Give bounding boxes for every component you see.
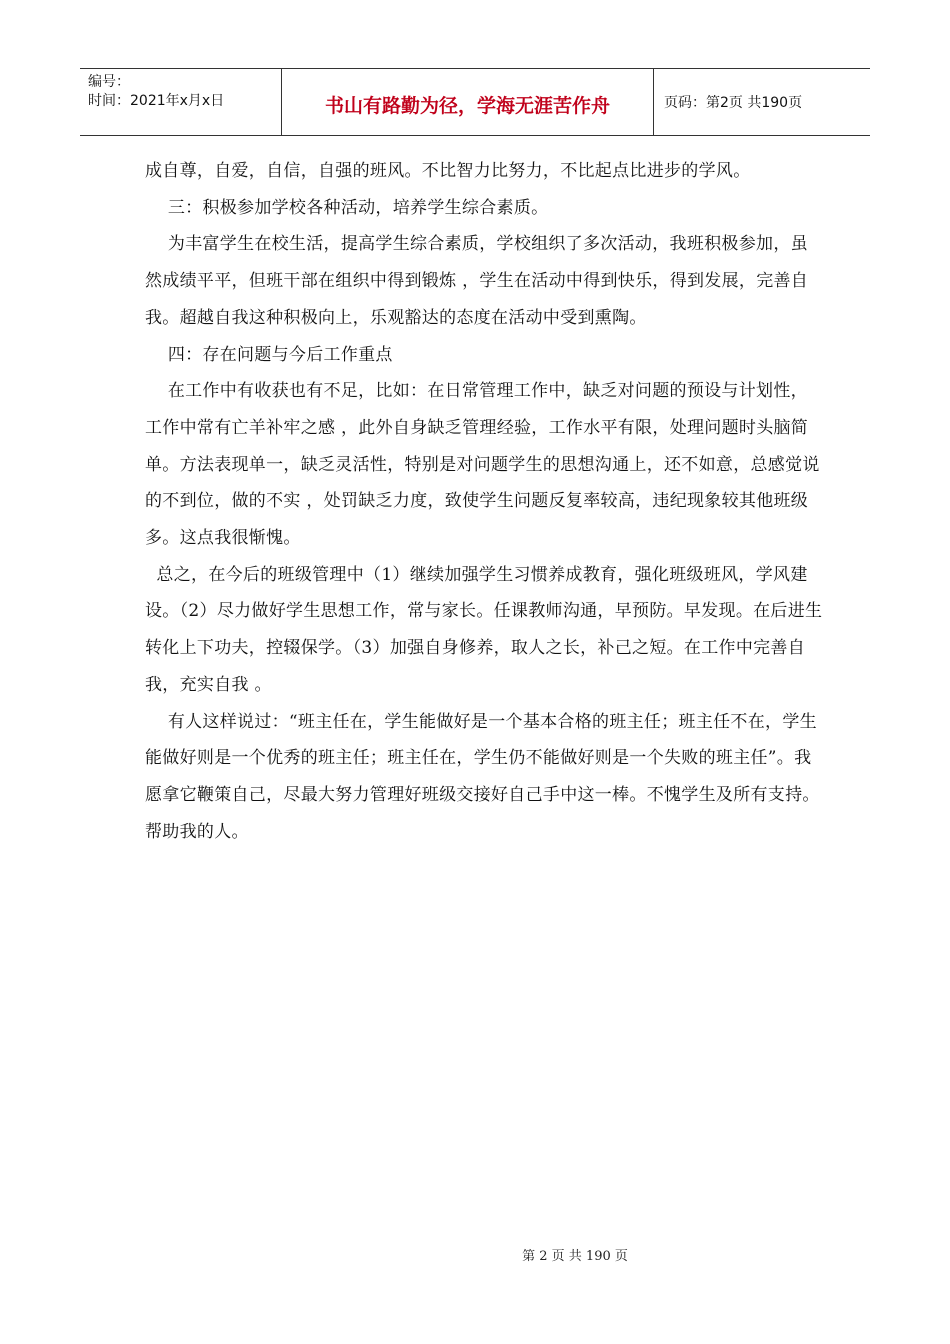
body-paragraph-3: 在工作中有收获也有不足，比如：在日常管理工作中，缺乏对问题的预设与计划性，工作中常有亡羊补牢之感 ，此外自身缺乏管理经验，工作水平有限，处理问题时头脑简单。方法表现单一，缺乏灵活性，特别是对问题学生的思想沟通上，还不如意，总感觉说的不到位，做的不实 ，处罚缺乏力度，致使学生问题反复率较高，违纪现象较其他班级多。这点我很惭愧。: [145, 381, 820, 549]
page-footer: [0, 1245, 950, 1264]
section-heading-3: 三：积极参加学校各种活动，培养学生综合素质。: [145, 197, 549, 218]
body-paragraph-5: 有人这样说过：“班主任在，学生能做好是一个基本合格的班主任；班主任不在，学生能做好则是一个优秀的班主任；班主任在，学生仍不能做好则是一个失败的班主任”。我愿拿它鞭策自己，尽最大努力管理好班级交接好自己手中这一棒。不愧学生及所有支持。帮助我的人。: [145, 711, 820, 842]
header-motto: 书山有路勤为径，学海无涯苦作舟: [282, 69, 654, 135]
section-heading-4: 四：存在问题与今后工作重点: [145, 344, 393, 365]
document-body: [145, 153, 825, 850]
header-page-info: 页码：第2页 共190页: [664, 95, 803, 111]
header-meta-cell: [80, 69, 282, 135]
body-paragraph-4: 总之，在今后的班级管理中（1）继续加强学生习惯养成教育，强化班级班风，学风建设。（2）尽力做好学生思想工作，常与家长。任课教师沟通，早预防。早发现。在后进生转化上下功夫，控辍保学。（3）加强自身修养，取人之长，补己之短。在工作中完善自我，充实自我 。: [145, 564, 823, 695]
body-paragraph-1: 成自尊，自爱，自信，自强的班风。不比智力比努力，不比起点比进步的学风。: [145, 161, 751, 181]
document-date-label: 时间：2021年x月x日: [88, 93, 225, 109]
page-header: [80, 68, 870, 136]
body-paragraph-2: 为丰富学生在校生活，提高学生综合素质，学校组织了多次活动，我班积极参加，虽然成绩平平，但班干部在组织中得到锻炼 ，学生在活动中得到快乐，得到发展，完善自我。超越自我这种积极向上，乐观豁达的态度在活动中受到熏陶。: [145, 234, 809, 328]
document-number-label: 编号：: [88, 74, 130, 90]
footer-page-number: 第 2 页 共 190 页: [522, 1249, 628, 1264]
